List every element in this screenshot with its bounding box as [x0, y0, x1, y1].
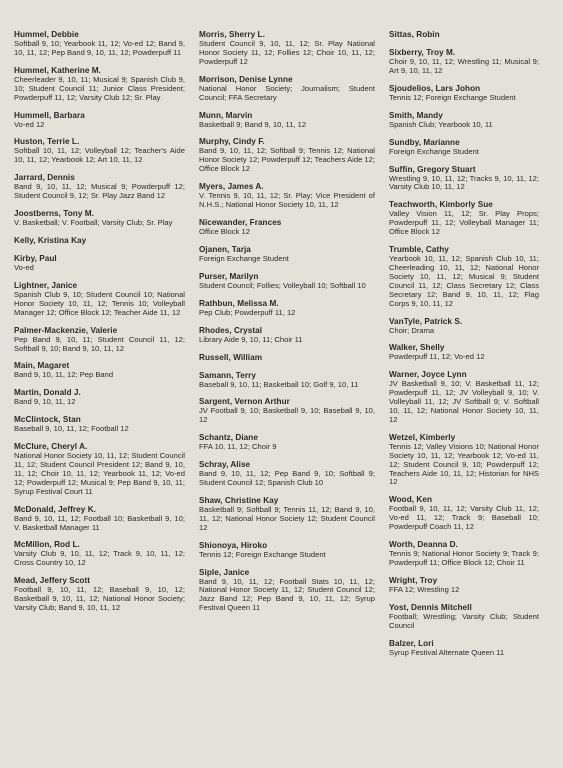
student-name: Samann, Terry — [199, 370, 256, 380]
student-name: Myers, James A. — [199, 182, 264, 192]
column-2 — [199, 30, 375, 768]
student-name: Joostberns, Tony M. — [14, 209, 94, 219]
senior-entry — [199, 111, 375, 130]
senior-entry — [14, 415, 185, 434]
column-1 — [14, 30, 185, 768]
student-activities: Student Council; Follies; Volleyball 10; Softball 10 — [199, 280, 366, 290]
student-activities: National Honor Society; Journalism; Student Council; FFA Secretary — [199, 83, 375, 102]
student-activities: Spanish Club 9, 10; Student Council 10; National Honor Society 10, 11, 12; Tennis 10; Volleyball Manager 12; Office Block 12; Teacher Aide 11, 12 — [14, 289, 185, 317]
senior-entry — [199, 541, 375, 560]
student-activities: Powderpuff 11, 12; Vo-ed 12 — [389, 352, 485, 362]
student-activities: Yearbook 10, 11, 12; Spanish Club 10, 11; Cheerleading 10, 11, 12; National Honor Society 10, 11, 12; Musical 9; Student Council 11, 12; Class Secretary 12; Class Secretary 12; Band 9, 10, 11, 12; Flag Corps 9, 10, 11, 12 — [389, 254, 539, 308]
student-name: McMillon, Rod L. — [14, 540, 80, 550]
senior-entry — [14, 576, 185, 613]
student-name: Munn, Marvin — [199, 110, 253, 120]
student-activities: JV Football 9, 10; Basketball 9, 10; Baseball 9, 10, 12 — [199, 406, 375, 425]
student-name: Murphy, Cindy F. — [199, 137, 265, 147]
student-activities: Pep Band 9, 10, 11; Student Council 11, 12; Softball 9, 10; Band 9, 10, 11, 12 — [14, 334, 185, 353]
student-activities: Library Aide 9, 10, 11; Choir 11 — [199, 334, 303, 344]
senior-entry — [14, 442, 185, 497]
senior-entry — [199, 75, 375, 103]
student-name: Hummell, Barbara — [14, 110, 85, 120]
senior-entry — [199, 182, 375, 210]
senior-entry — [199, 137, 375, 174]
senior-entry — [14, 66, 185, 103]
student-name: Warner, Joyce Lynn — [389, 370, 467, 380]
student-name: Lightner, Janice — [14, 280, 78, 290]
senior-entry — [199, 568, 375, 614]
student-name: VanTyle, Patrick S. — [389, 316, 463, 326]
student-name: Walker, Shelly — [389, 343, 445, 353]
student-name: Purser, Marilyn — [199, 271, 259, 281]
student-activities: Office Block 12 — [199, 226, 250, 236]
student-name: Wright, Troy — [389, 575, 438, 585]
student-activities: Vo-ed 12 — [14, 119, 45, 129]
student-name: McClure, Cheryl A. — [14, 442, 88, 452]
senior-entry — [389, 495, 539, 532]
student-name: Mead, Jeffery Scott — [14, 576, 91, 586]
student-activities: Football 9, 10, 11, 12; Baseball 9, 10, 12; Basketball 9, 10, 11, 12; National Honor Society; Varsity Club; Band 9, 10, 11, 12 — [14, 585, 185, 613]
student-name: Ojanen, Tarja — [199, 244, 251, 254]
student-activities: Pep Club; Powderpuff 11, 12 — [199, 307, 296, 317]
senior-entry — [389, 84, 539, 103]
student-activities: Football 9, 10, 11, 12; Varsity Club 11, 12; Vo-ed 11, 12; Track 9; Baseball 10; Powderpuff Coach 11, 12 — [389, 504, 539, 532]
senior-entry — [389, 540, 539, 568]
student-activities: Varsity Club 9, 10, 11, 12; Track 9, 10, 11, 12; Cross Country 10, 12 — [14, 549, 185, 568]
senior-entry — [14, 388, 185, 407]
student-activities: Tennis 12; Foreign Exchange Student — [199, 549, 326, 559]
student-name: Nicewander, Frances — [199, 217, 282, 227]
senior-entry — [14, 281, 185, 318]
senior-entry — [14, 30, 185, 58]
student-activities: Vo-ed — [14, 262, 34, 272]
senior-entry — [389, 200, 539, 237]
student-name: Siple, Janice — [199, 567, 250, 577]
senior-entry — [389, 639, 539, 658]
student-activities: Football; Wrestling; Varsity Club; Student Council — [389, 611, 539, 630]
senior-entry — [199, 326, 375, 345]
student-name: Smith, Mandy — [389, 110, 443, 120]
student-name: Sundby, Marianne — [389, 137, 460, 147]
student-activities: Basketball 9; Softball 9; Tennis 11, 12; Band 9, 10, 11, 12; National Honor Society 12; Student Council 12 — [199, 504, 375, 532]
student-name: McDonald, Jeffrey K. — [14, 504, 96, 514]
senior-entry — [14, 236, 185, 246]
student-activities: V. Basketball; V. Football; Varsity Club; Sr. Play — [14, 218, 173, 228]
student-name: Kelly, Kristina Kay — [14, 235, 87, 245]
student-activities: Spanish Club; Yearbook 10, 11 — [389, 119, 493, 129]
student-activities: Wrestling 9, 10, 11, 12; Tracks 9, 10, 11, 12; Varsity Club 10, 11, 12 — [389, 173, 539, 192]
senior-entry — [14, 505, 185, 533]
senior-entry — [14, 254, 185, 273]
senior-entry — [389, 138, 539, 157]
student-name: Sjoudelios, Lars Johon — [389, 83, 481, 93]
student-activities: Softball 10, 11, 12; Volleyball 12; Teacher's Aide 10, 11, 12; Yearbook 12; Art 10, 11, 12 — [14, 146, 185, 165]
senior-entry — [199, 272, 375, 291]
student-activities: Student Council 9, 10, 11, 12; Sr. Play National Honor Society 11, 12; Follies 12; Choir 10, 11, 12; Powderpuff 12 — [199, 39, 375, 66]
senior-entry — [199, 218, 375, 237]
student-name: McClintock, Stan — [14, 415, 81, 425]
student-name: Morris, Sherry L. — [199, 30, 265, 39]
senior-entry — [14, 540, 185, 568]
student-activities: FFA 10, 11, 12; Choir 9 — [199, 442, 277, 452]
student-name: Suffin, Gregory Stuart — [389, 164, 476, 174]
student-activities: Band 9, 10, 11, 12; Football Stats 10, 11, 12; National Honor Society 11, 12; Student Council 12; Jazz Band 12; Pep Band 9, 10, 11, 12; Syrup Festival Queen 11 — [199, 576, 375, 613]
student-name: Trumble, Cathy — [389, 245, 449, 255]
student-name: Teachworth, Kimborly Sue — [389, 200, 493, 210]
senior-entry — [389, 48, 539, 76]
student-activities: Band 9, 10, 11, 12; Musical 9; Powderpuff 12; Student Council 9, 12; Sr. Play Jazz Band 12 — [14, 182, 185, 201]
senior-entry — [14, 173, 185, 201]
student-name: Yost, Dennis Mitchell — [389, 602, 472, 612]
student-name: Sixberry, Troy M. — [389, 48, 456, 57]
senior-entry — [389, 30, 539, 40]
senior-entry — [389, 603, 539, 631]
student-name: Rathbun, Melissa M. — [199, 298, 279, 308]
senior-entry — [199, 30, 375, 67]
student-activities: Foreign Exchange Student — [389, 146, 479, 156]
student-activities: Band 9, 10, 11, 12; Football 10; Basketball 9, 10; V. Basketball Manager 11 — [14, 513, 185, 532]
student-activities: National Honor Society 10, 11, 12; Student Council 11, 12; Student Council President 12; Band 9, 10, 11, 12; Choir 10, 11, 12; Yearbook 11, 12; Vo-ed 12; Powderpuff 12; Musical 9; Pep Band 9, 10, 11; Syrup Festival Court 11 — [14, 451, 185, 496]
student-activities: Band 9, 10, 11, 12; Pep Band — [14, 370, 114, 380]
senior-entry — [14, 111, 185, 130]
student-name: Hummel, Debbie — [14, 30, 79, 39]
senior-entry — [199, 371, 375, 390]
student-activities: Choir 9, 10, 11, 12; Wrestling 11; Musical 9; Art 9, 10, 11, 12 — [389, 57, 539, 75]
senior-entry — [199, 460, 375, 488]
student-name: Huston, Terrie L. — [14, 137, 80, 147]
student-activities: Syrup Festival Alternate Queen 11 — [389, 647, 505, 657]
senior-entry — [389, 111, 539, 130]
student-name: Shionoya, Hiroko — [199, 540, 268, 550]
senior-entry — [199, 397, 375, 425]
senior-entry — [389, 433, 539, 488]
student-activities: Band 9, 10, 11, 12 — [14, 397, 76, 407]
senior-entry — [389, 165, 539, 193]
student-activities: Band 9, 10, 11, 12; Pep Band 9, 10; Softball 9; Student Council 12; Spanish Club 10 — [199, 469, 375, 488]
student-activities: Foreign Exchange Student — [199, 253, 289, 263]
senior-entry — [14, 326, 185, 354]
senior-entry — [14, 209, 185, 228]
senior-entry — [199, 496, 375, 533]
student-activities: Valley Vision 11, 12; Sr. Play Props; Powderpuff 11, 12; Volleyball Manager 11; Office Block 12 — [389, 209, 539, 237]
student-name: Balzer, Lori — [389, 638, 434, 648]
student-activities: Tennis 12; Foreign Exchange Student — [389, 92, 516, 102]
senior-entry — [199, 353, 375, 363]
student-activities: Cheerleader 9, 10, 11; Musical 9; Spanish Club 9, 10; Student Council 11; Junior Class President; Powderpuff 11, 12; Varsity Club 12; Sr. Play — [14, 74, 185, 102]
student-name: Hummel, Katherine M. — [14, 65, 101, 75]
senior-entry — [14, 361, 185, 380]
student-name: Wood, Ken — [389, 495, 433, 505]
student-activities: Baseball 9, 10, 11, 12; Football 12 — [14, 424, 129, 434]
student-activities: V. Tennis 9, 10, 11, 12; Sr. Play; Vice President of N.H.S.; National Honor Society 10, 11, 12 — [199, 191, 375, 210]
student-activities: Baseball 9, 10, 11; Basketball 10; Golf 9, 10, 11 — [199, 379, 359, 389]
senior-entry — [199, 433, 375, 452]
student-name: Schray, Alise — [199, 460, 251, 470]
student-name: Morrison, Denise Lynne — [199, 74, 293, 84]
student-name: Palmer-Mackenzie, Valerie — [14, 325, 118, 335]
senior-entry — [389, 245, 539, 308]
senior-entry — [389, 370, 539, 425]
student-name: Kirby, Paul — [14, 253, 57, 263]
student-name: Worth, Deanna D. — [389, 540, 458, 550]
student-name: Main, Magaret — [14, 361, 70, 371]
column-3 — [389, 30, 539, 768]
senior-entry — [199, 299, 375, 318]
student-activities: Tennis 12; Valley Visions 10; National Honor Society 10, 11, 12; Yearbook 12; Vo-ed 11, 12; Student Council 9, 10; Powderpuff 12; Teachers Aide 10, 11, 12; Historian for NHS 12 — [389, 441, 539, 487]
student-name: Sargent, Vernon Arthur — [199, 397, 290, 407]
senior-entry — [389, 343, 539, 362]
student-name: Jarrard, Dennis — [14, 173, 75, 183]
student-name: Wetzel, Kimberly — [389, 432, 456, 442]
student-activities: FFA 12; Wrestling 12 — [389, 584, 460, 594]
student-activities: Tennis 9; National Honor Society 9; Track 9; Powderpuff 11; Office Block 12; Choir 11 — [389, 549, 539, 567]
student-activities: Choir; Drama — [389, 325, 435, 335]
student-activities: Softball 9, 10; Yearbook 11, 12; Vo-ed 12; Band 9, 10, 11, 12; Pep Band 9, 10, 11, 12; Powderpuff 11 — [14, 39, 185, 57]
senior-entry — [389, 576, 539, 595]
student-name: Russell, William — [199, 352, 263, 362]
student-name: Sittas, Robin — [389, 30, 440, 39]
student-activities: JV Basketball 9, 10; V. Basketball 11, 12; Powderpuff 11, 12; JV Volleyball 9, 10; V. Volleyball 11, 12; JV Softball 9; V. Softball 10, 11, 12; National Honor Society 10, 11, 12 — [389, 379, 539, 424]
student-name: Shaw, Christine Kay — [199, 495, 279, 505]
student-name: Martin, Donald J. — [14, 388, 81, 398]
student-activities: Band 9, 10, 11, 12; Softball 9; Tennis 12; National Honor Society 12; Powderpuff 12; Teachers Aide 12; Office Block 12 — [199, 146, 375, 174]
senior-entry — [14, 137, 185, 165]
senior-entry — [199, 245, 375, 264]
student-name: Schantz, Diane — [199, 433, 258, 443]
senior-entry — [389, 317, 539, 336]
student-activities: Basketball 9; Band 9, 10, 11, 12 — [199, 119, 307, 129]
student-name: Rhodes, Crystal — [199, 325, 263, 335]
